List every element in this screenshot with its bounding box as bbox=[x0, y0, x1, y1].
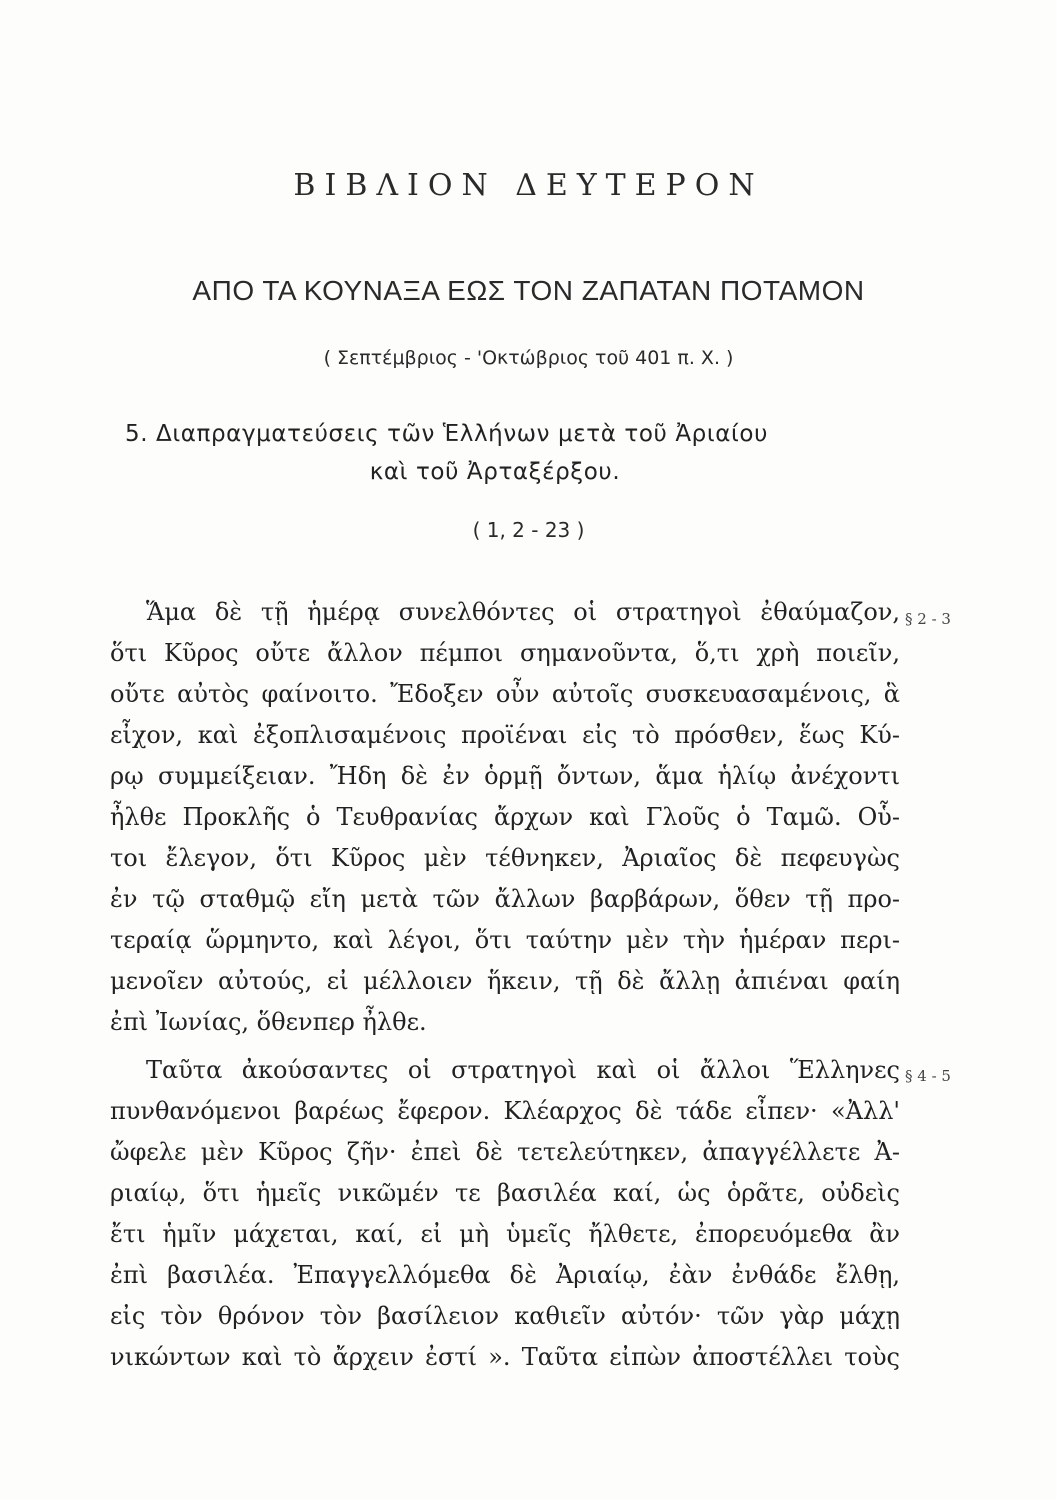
text-line: ὤφελε μὲν Κῦρος ζῆν· ἐπεὶ δὲ τετελεύτηκεν, ἀπαγγέλλετε Ἀ- bbox=[110, 1138, 900, 1166]
text-line: ἐπὶ Ἰωνίας, ὅθενπερ ἦλθε. bbox=[110, 1008, 427, 1036]
text-line: Ταῦτα ἀκούσαντες οἱ στρατηγοὶ καὶ οἱ ἄλλοι Ἕλληνες bbox=[146, 1056, 900, 1084]
text-line: πυνθανόμενοι βαρέως ἔφερον. Κλέαρχος δὲ τάδε εἶπεν· «Ἀλλ' bbox=[110, 1097, 900, 1125]
book-title: ΒΙΒΛΙΟΝ ΔΕΥΤΕΡΟΝ bbox=[293, 168, 764, 203]
date-range: ( Σεπτέμβριος - 'Οκτώβριος τοῦ 401 π. Χ. ) bbox=[323, 347, 734, 369]
text-line: νικώντων καὶ τὸ ἄρχειν ἐστί ». Ταῦτα εἰπὼν ἀποστέλλει τοὺς bbox=[110, 1343, 900, 1371]
paragraph-2 bbox=[110, 1050, 900, 1378]
text-line: Ἅμα δὲ τῇ ἡμέρᾳ συνελθόντες οἱ στρατηγοὶ ἐθαύμαζον, bbox=[146, 598, 900, 626]
text-line: ὅτι Κῦρος οὔτε ἄλλον πέμποι σημανοῦντα, ὅ,τι χρὴ ποιεῖν, bbox=[110, 639, 900, 667]
text-line: εἶχον, καὶ ἐξοπλισαμένοις προϊέναι εἰς τὸ πρόσθεν, ἕως Κύ- bbox=[110, 721, 900, 749]
chapter-heading bbox=[125, 415, 905, 491]
margin-note-section-4-5: § 4 - 5 bbox=[905, 1067, 951, 1085]
passage-reference: ( 1, 2 - 23 ) bbox=[472, 518, 585, 542]
text-line: ριαίῳ, ὅτι ἡμεῖς νικῶμέν τε βασιλέα καί, ὡς ὁρᾶτε, οὐδεὶς bbox=[110, 1179, 900, 1207]
paragraph-1 bbox=[110, 592, 900, 1043]
chapter-heading-line-2: καὶ τοῦ Ἀρταξέρξου. bbox=[369, 459, 621, 485]
section-title: ΑΠΟ ΤΑ ΚΟΥΝΑΞΑ ΕΩΣ ΤΟΝ ΖΑΠΑΤΑΝ ΠΟΤΑΜΟΝ bbox=[192, 275, 865, 306]
text-line: ἐν τῷ σταθμῷ εἴη μετὰ τῶν ἄλλων βαρβάρων, ὅθεν τῇ προ- bbox=[110, 885, 900, 913]
text-line: τοι ἔλεγον, ὅτι Κῦρος μὲν τέθνηκεν, Ἀριαῖος δὲ πεφευγὼς bbox=[110, 844, 900, 872]
text-line: ἔτι ἡμῖν μάχεται, καί, εἰ μὴ ὑμεῖς ἤλθετε, ἐπορευόμεθα ἂν bbox=[110, 1220, 900, 1248]
text-line: εἰς τὸν θρόνον τὸν βασίλειον καθιεῖν αὐτόν· τῶν γὰρ μάχῃ bbox=[110, 1302, 900, 1330]
text-line: μενοῖεν αὐτούς, εἰ μέλλοιεν ἥκειν, τῇ δὲ ἄλλῃ ἀπιέναι φαίη bbox=[110, 967, 900, 995]
chapter-heading-line-1: 5. Διαπραγματεύσεις τῶν Ἑλλήνων μετὰ τοῦ Ἀριαίου bbox=[125, 421, 768, 447]
text-line: τεραίᾳ ὥρμηντο, καὶ λέγοι, ὅτι ταύτην μὲν τὴν ἡμέραν περι- bbox=[110, 926, 900, 954]
margin-note-section-2-3: § 2 - 3 bbox=[905, 610, 951, 628]
text-line: ἦλθε Προκλῆς ὁ Τευθρανίας ἄρχων καὶ Γλοῦς ὁ Ταμῶ. Οὗ- bbox=[110, 803, 900, 831]
text-line: ρῳ συμμείξειαν. Ἤδη δὲ ἐν ὁρμῇ ὄντων, ἅμα ἡλίῳ ἀνέχοντι bbox=[110, 762, 900, 790]
text-line: οὔτε αὐτὸς φαίνοιτο. Ἔδοξεν οὖν αὐτοῖς συσκευασαμένοις, ἃ bbox=[110, 680, 900, 708]
text-line: ἐπὶ βασιλέα. Ἐπαγγελλόμεθα δὲ Ἀριαίῳ, ἐὰν ἐνθάδε ἔλθῃ, bbox=[110, 1261, 900, 1289]
